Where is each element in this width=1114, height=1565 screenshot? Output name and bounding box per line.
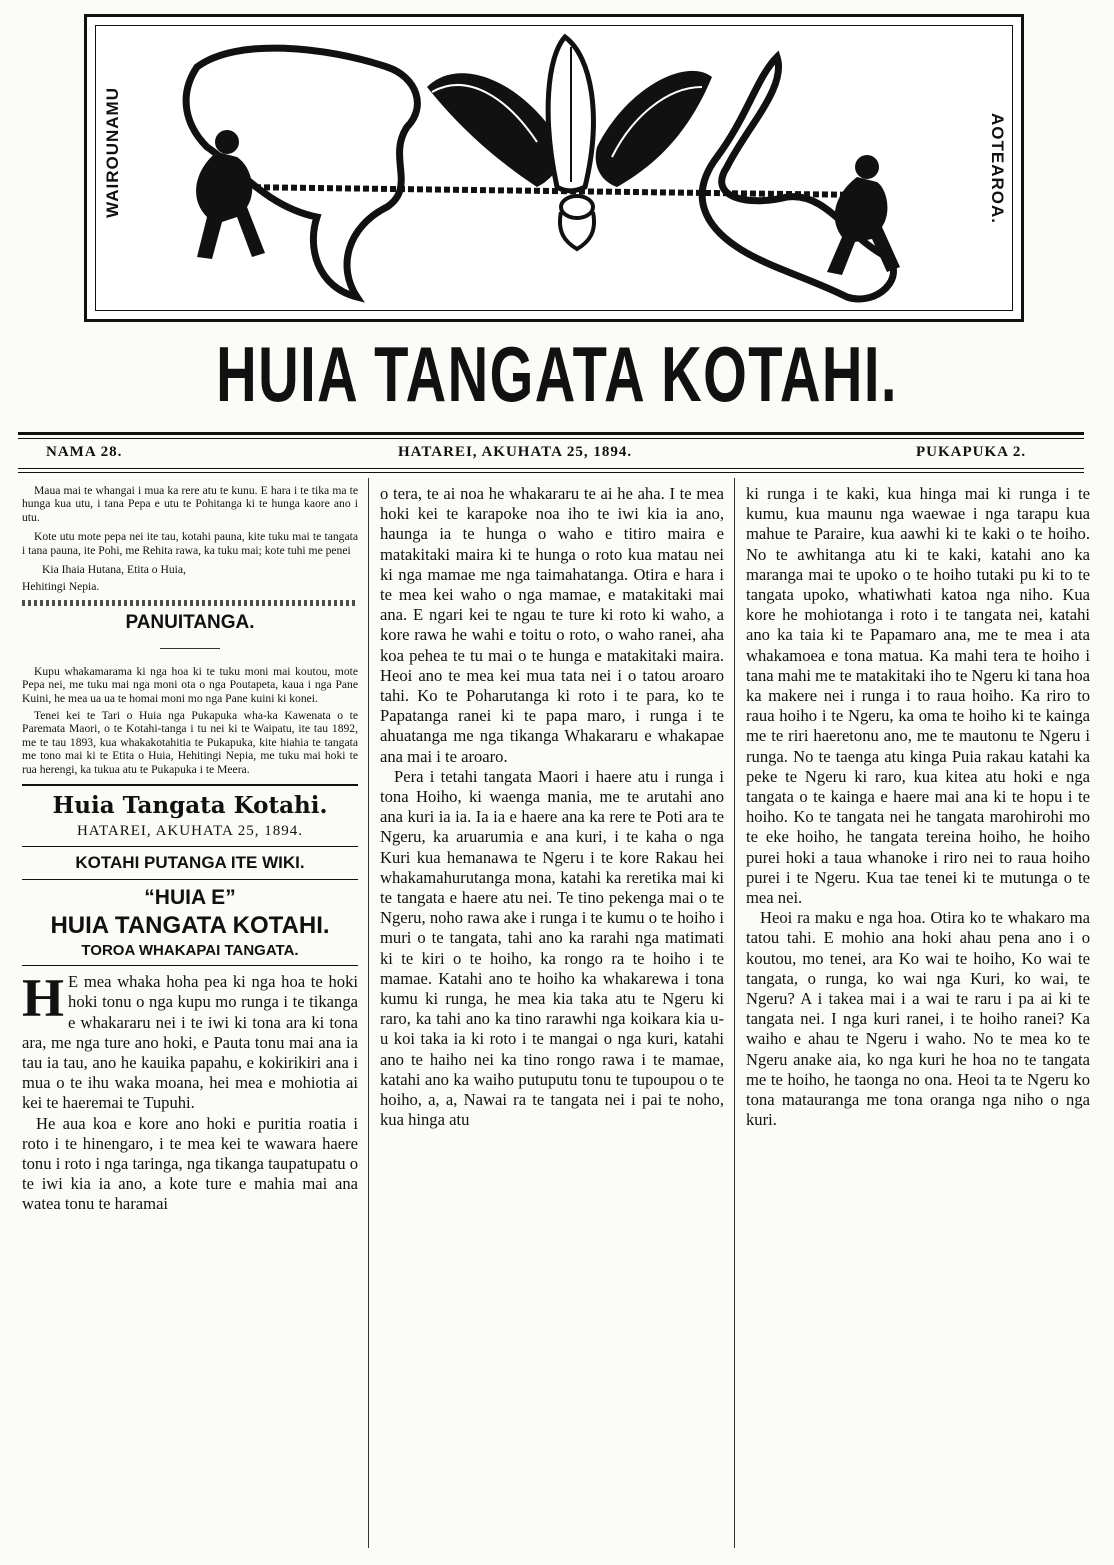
column-3-paragraph-2: Heoi ra maku e nga hoa. Otira ko te whakaro ma tatou tahi. E mohio ana hoki ahau pena ano i o koutou, mo tenei, ara Ko wai te hoiho, Ko wai te tangata, o runga, ko wai nga Kuri, ko wai, te Ngeru? A i takea mai i a wai te raru i pa ai ki te tangata nei. I nga kuri ranei, i te hoiho ranei? Ka waiho e ahau te Ngeru i waho. No te mea ko te Ngeru anake aia, ko nga kuri he hoa no te tangata me te hoiho, he taonga no ona. Heoi ta te Ngeru ko tona matauranga me tona oranga nga niho o nga kuri. <box>746 908 1090 1130</box>
section-rule <box>22 784 358 786</box>
header-bottom-rule <box>18 468 1084 469</box>
article-paragraph-2: He aua koa e kore ano hoki e puritia roatia i roto i te hinengaro, i te mea kei te wawara haere tonu i roto i nga taringa, nga tikanga taupatupatu o te iwi kia ia ano, a kote ture e mahia mai ana watea tonu te haramai <box>22 1113 358 1214</box>
masthead-illustration <box>87 17 1021 319</box>
article-paragraph-1 <box>22 968 358 1113</box>
column-1 <box>22 484 358 1554</box>
top-rule <box>18 432 1084 435</box>
right-figure <box>827 155 900 275</box>
issue-number: NAMA 28. <box>46 444 123 460</box>
article-subtitle: TOROA WHAKAPAI TANGATA. <box>81 942 299 960</box>
notice-paragraph-1: Maua mai te whangai i mua ka rere atu te kunu. E hara i te tika ma te hunga kua utu, i tana Pepa e utu te Pohitanga ki te hunga kaore ano i utu. <box>22 484 358 524</box>
editor-signature: Hehitingi Nepia. <box>22 580 100 594</box>
column-2 <box>380 484 724 1554</box>
article-title: HUIA TANGATA KOTAHI. <box>50 912 330 940</box>
column-rule-2 <box>734 478 735 1548</box>
ornamental-divider <box>22 600 358 606</box>
issue-page: PUKAPUKA 2. <box>916 444 1027 460</box>
paper-date: HATAREI, AKUHATA 25, 1894. <box>76 823 304 840</box>
left-side-label: WAIROUNAMU <box>103 87 122 218</box>
header-bottom-rule-2 <box>18 472 1084 473</box>
drop-cap: H <box>22 968 65 1029</box>
date-rule <box>22 846 358 847</box>
quote-heading: “HUIA E” <box>144 886 236 910</box>
masthead-banner <box>84 14 1024 322</box>
column-3 <box>746 484 1090 1554</box>
weekly-heading: KOTAHI PUTANGA ITE WIKI. <box>75 853 305 873</box>
article-paragraph-1-text: E mea whaka hoha pea ki nga hoa te hoki hoki tonu o nga kupu mo runga i te tikanga e whakararu nei i te iwi ki tona ara ki tona ara, me nga ture ano hoki, e Pauta tonu mai ana ia tau ia tau, ano he kauika papahu, e kokirikiri ana i mua o te ihu waka moana, hei mea e mohiotia ai kei te haeremai te Tupuhi. <box>22 972 358 1113</box>
article-rule <box>22 965 358 966</box>
column-3-paragraph-1: ki runga i te kaki, kua hinga mai ki runga i te kumu, kua maunu nga waewae i nga tarapu kua mahue te Paraire, kua aawhi ki te kaki o te hoiho. No te awhitanga atu ki te kaki, katahi ano ka maranga mai te upoko o te hoiho tutaki pu ki to te tangata upoko, whatiwhati katoa nga niho. Kua kore he mohiotanga i roto i te tangata nei, katahi ano ka taia ki te Papamaro ana, me te mea i ata whakamoea e tona matua. Ka mahi tera te hoiho i tana mahi me te matakitaki iho te Ngeru ki tana hoa ka makere nei i runga i to raua hoiho. Ka riro to raua hoiho i te Ngeru, ka oma te hoiho ki te kainga me te riri haeretonu ano, me te mautonu te Ngeru i runga. No te taenga atu kinga Puia rakau katahi ka peke te Ngeru ki raro, kua kitea atu hoki e nga tangata o te kainga e haere mai ana ki te hopu i te hoiho. Ko te tangata nei he tangata marohirohi mo te eke hoiho, he tangata tereina hoiho, he hoiho purei hoki a taua whanoke i riro nei to raua hoiho purei i te Ngeru. Kua tae tenei ki te mutunga o te mea nei. <box>746 484 1090 908</box>
right-side-label: AOTEAROA. <box>988 113 1007 224</box>
newspaper-title: HUIA TANGATA KOTAHI. <box>216 330 898 418</box>
huia-feathers <box>427 37 712 191</box>
panui-heading: PANUITANGA. <box>125 611 255 633</box>
rope-knot <box>560 196 594 249</box>
issue-date: HATAREI, AKUHATA 25, 1894. <box>398 444 633 460</box>
paper-name-blackletter: Huia Tangata Kotahi. <box>52 792 328 820</box>
short-rule <box>160 648 220 649</box>
notice-paragraph-2: Kote utu mote pepa nei ite tau, kotahi pauna, kite tuku mai te tangata i tana pauna, ite Pohi, me Rehita rawa, ka tuku mai; kote tuhi me penei <box>22 530 358 557</box>
weekly-rule <box>22 879 358 880</box>
editor-address: Kia Ihaia Hutana, Etita o Huia, <box>42 563 186 577</box>
rope <box>237 187 867 195</box>
top-rule-thin <box>18 438 1084 439</box>
column-2-paragraph-2: Pera i tetahi tangata Maori i haere atu i runga i tona Hoiho, ki waenga mania, me te arutahi ano ana kuri ia ia. Ia ia e haere ana ka rere te Poti ara te Ngeru, ka aruarumia e ana kuri, i te kaha o nga Kuri kua hemanawa te Ngeru i te kore Rakau hei whakamahurutanga mona, katahi ka reretika mai ki te tangata e haere atu nei. Te tino pekenga mai o te Ngeru, noho rawa ake i runga i te kumu o te hoiho i muri o te tangata, tahi ano ka rarahi nga matimati ki te kiri o te hoiho, ka rongo ra te hoiho i te mamae. Katahi ano te hoiho ka whakarewa i tona kumu ki runga, he mea kia taka atu te Ngeru ki raro, ka tahi ano ka tino rarawhi nga koikara kia u-u koi taka ia ki roto i te mangai o nga kuri, katahi ano te haiho nei ka tino rongo rawa i te mamae, katahi ano ka waiho putuputu tonu te tupoupou o te hoiho, a, a, Nawai ra te tangata nei i pai te noho, kua hinga atu <box>380 766 724 1130</box>
panui-paragraph-1: Kupu whakamarama ki nga hoa ki te tuku moni mai koutou, mote Pepa nei, me tuku mai nga moni ota o nga Poutapeta, kaua i nga Pane Kuini, he mea ua ua te homai moni mo nga Pane kuini ki konei. <box>22 664 358 705</box>
panui-paragraph-2: Tenei kei te Tari o Huia nga Pukapuka wha-ka Kawenata o te Paremata Maori, o te Kotahi-tanga i tu nei ki te Waipatu, ite tau 1892, me te tau 1893, kua whakakotahitia te Pukapuka, kite hiahia te tangata me tono mai ki te Etita o Huia, Hehitingi Nepia, me tuku mai hoki te rua herengi, ka tukua atu te Pukapuka i te Meera. <box>22 709 358 776</box>
column-rule-1 <box>368 478 369 1548</box>
column-2-paragraph-1: o tera, te ai noa he whakararu te ai he aha. I te mea hoki kei te karapoke noa iho te iwi kia ia ano, haunga ia te hunga o waho e titiro maira e matakitaki maira ki te hunga o roto kua matau nei ki nga mamae me nga taimahatanga. Otira e hara i te mea kei waho o nga mamae, e matakitaki mai ana. E ngari kei te ngau te ture ki roto ki waho, a kore rawa he wahi e toitu o roto, o waho ranei, aha koa pehea te tu mai o te hunga e matakitaki maira. Heoi ano te mea kei mua tata nei i o tatou aroaro tahi. Ko te Poharutanga ki roto i te para, ko te Papatanga ranei ki te papa maro, i runga i te ahuatanga me nga tikanga Whakararu e whakapae ana mai i te aroaro. <box>380 484 724 766</box>
